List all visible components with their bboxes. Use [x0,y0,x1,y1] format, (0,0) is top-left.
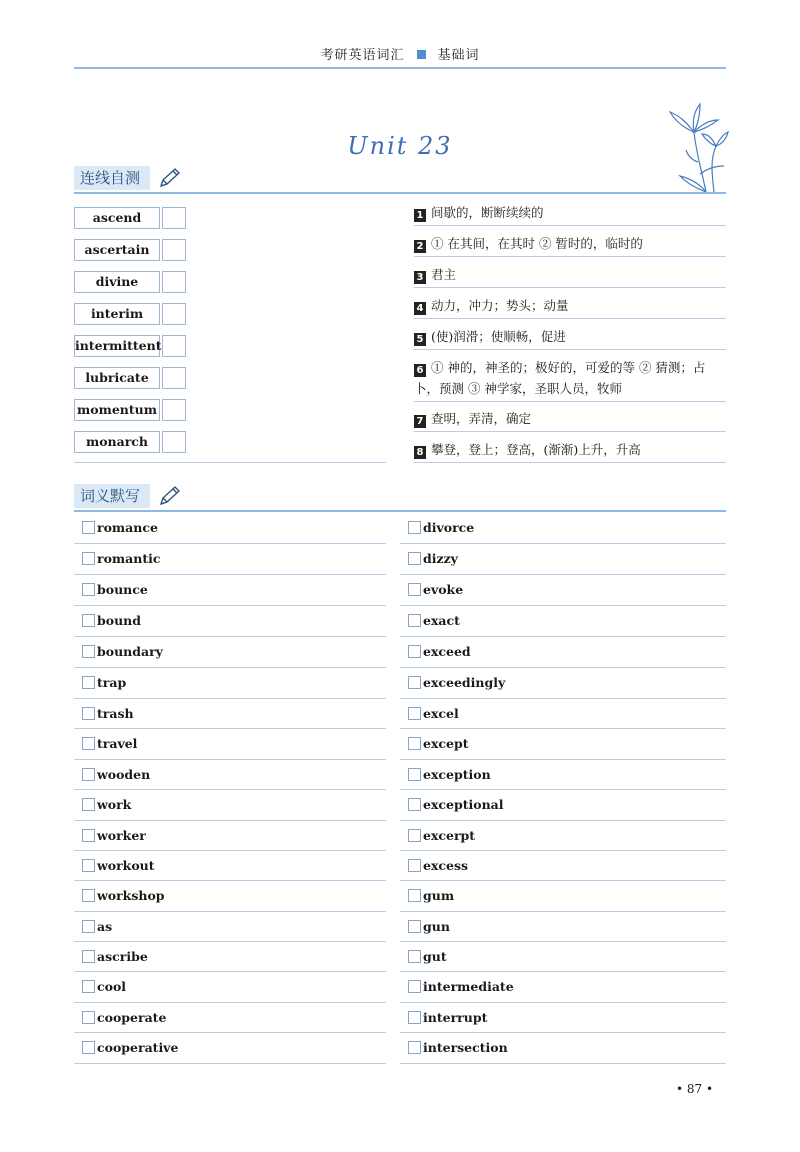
row-divider [400,941,726,942]
dictation-word: travel [97,736,138,751]
dictation-word: cooperative [97,1040,179,1055]
row-divider [400,1002,726,1003]
dictation-word: romance [97,520,158,535]
dictation-item [400,668,720,698]
dictation-word: intersection [423,1040,508,1055]
checkbox[interactable] [82,1041,95,1054]
row-divider [74,574,386,575]
dictation-item [400,1003,720,1033]
dictation-word: exceptional [423,797,504,812]
definition-text: ① 在其间，在其时 ② 暂时的，临时的 [431,236,643,251]
checkbox[interactable] [82,521,95,534]
match-word-row [74,431,186,453]
dictation-word: excerpt [423,828,476,843]
checkbox[interactable] [82,676,95,689]
match-word-row [74,335,186,357]
dictation-item [400,637,720,667]
dictation-word: divorce [423,520,475,535]
row-divider [74,911,386,912]
row-divider [74,605,386,606]
definition-divider [414,349,726,350]
dictation-item [74,1033,394,1063]
dictation-word: exception [423,767,491,782]
row-divider [74,1032,386,1033]
checkbox[interactable] [408,889,421,902]
dictation-word: bound [97,613,141,628]
dictation-item [74,821,394,851]
match-word-row [74,399,186,421]
dictation-item [400,912,720,942]
match-word: lubricate [74,367,160,389]
row-divider [400,698,726,699]
dictation-item [400,606,720,636]
dictation-word: work [97,797,132,812]
row-divider [74,759,386,760]
dictation-word: trap [97,675,127,690]
row-divider [400,543,726,544]
match-word-row [74,271,186,293]
definition-text: 查明，弄清，确定 [431,411,532,426]
dictation-item [400,760,720,790]
definition-divider [414,225,726,226]
dictation-word: interrupt [423,1010,488,1025]
checkbox[interactable] [82,707,95,720]
dictation-word: cool [97,979,127,994]
checkbox[interactable] [82,583,95,596]
answer-box[interactable] [162,431,186,453]
dictation-item [400,1033,720,1063]
answer-box[interactable] [162,367,186,389]
unit-title: Unit 23 [347,132,453,160]
dictation-word: dizzy [423,551,458,566]
row-divider [400,667,726,668]
definition-item [414,408,726,429]
match-word-row [74,367,186,389]
definition-divider [414,256,726,257]
row-divider [74,820,386,821]
match-word-row [74,207,186,229]
checkbox[interactable] [408,859,421,872]
answer-box[interactable] [162,207,186,229]
checkbox[interactable] [408,768,421,781]
checkbox[interactable] [408,980,421,993]
match-word: interim [74,303,160,325]
definition-item [414,233,726,254]
dictation-word: romantic [97,551,161,566]
match-word: intermittent [74,335,160,357]
row-divider [400,574,726,575]
pencil-icon [158,485,182,507]
definition-divider [414,431,726,432]
definition-number: 8 [414,446,426,459]
row-divider [74,543,386,544]
checkbox[interactable] [82,1011,95,1024]
square-bullet-icon [417,50,426,59]
checkbox[interactable] [408,521,421,534]
row-divider [400,605,726,606]
dictation-item [74,668,394,698]
match-word: momentum [74,399,160,421]
running-header [0,44,800,63]
dictation-word: exceedingly [423,675,506,690]
row-divider [400,1063,726,1064]
row-divider [74,789,386,790]
row-divider [400,759,726,760]
checkbox[interactable] [82,552,95,565]
row-divider [74,971,386,972]
dictation-word: ascribe [97,949,148,964]
answer-box[interactable] [162,271,186,293]
answer-box[interactable] [162,335,186,357]
row-divider [74,1002,386,1003]
dictation-item [74,699,394,729]
dictation-item [74,790,394,820]
pencil-icon [158,167,182,189]
dictation-item [400,821,720,851]
checkbox[interactable] [82,798,95,811]
dictation-word: wooden [97,767,151,782]
dictation-word: exact [423,613,460,628]
definition-item [414,295,726,316]
checkbox[interactable] [408,1041,421,1054]
checkbox[interactable] [408,707,421,720]
dictation-item [400,851,720,881]
dictation-item [74,513,394,543]
row-divider [74,667,386,668]
dictation-word: gut [423,949,447,964]
answer-box[interactable] [162,239,186,261]
page-number: • 87 • [676,1082,714,1096]
definition-text: 君主 [431,267,457,282]
row-divider [74,728,386,729]
definition-divider [414,318,726,319]
dictation-word: gun [423,919,450,934]
dictation-word: worker [97,828,146,843]
definition-text: ① 神的，神圣的；极好的，可爱的等 ② 猜测；占卜，预测 ③ 神学家，圣职人员，牧师 [414,360,706,396]
dictation-item [74,729,394,759]
header-divider [74,67,726,69]
definition-item [414,264,726,285]
match-word-row [74,303,186,325]
dictation-word: bounce [97,582,148,597]
matching-bottom-divider [74,462,386,463]
dictation-item [74,760,394,790]
dictation-item [400,942,720,972]
dictation-word: exceed [423,644,471,659]
definition-item [414,439,726,460]
checkbox[interactable] [82,737,95,750]
header-book-title: 考研英语词汇 [320,48,405,63]
definition-item [414,326,726,347]
row-divider [74,880,386,881]
row-divider [400,1032,726,1033]
dictation-word: workshop [97,888,165,903]
row-divider [400,971,726,972]
checkbox[interactable] [82,980,95,993]
dictation-item [400,513,720,543]
definition-item [414,202,726,223]
header-section-title: 基础词 [437,48,480,63]
definition-number: 7 [414,415,426,428]
row-divider [74,636,386,637]
dictation-item [74,637,394,667]
dictation-item [400,972,720,1002]
row-divider [74,1063,386,1064]
definition-divider [414,401,726,402]
dictation-item [74,972,394,1002]
dictation-item [400,881,720,911]
dictation-section-title [74,484,184,508]
match-word: divine [74,271,160,293]
checkbox[interactable] [408,552,421,565]
dictation-item [400,729,720,759]
dictation-section-divider [74,510,726,512]
definition-number: 6 [414,364,426,377]
dictation-word: evoke [423,582,464,597]
row-divider [400,820,726,821]
dictation-word: excel [423,706,459,721]
checkbox[interactable] [82,768,95,781]
dictation-word: trash [97,706,134,721]
dictation-item [74,544,394,574]
checkbox[interactable] [82,645,95,658]
dictation-item [400,575,720,605]
flower-decoration-icon [636,102,730,194]
dictation-word: excess [423,858,469,873]
checkbox[interactable] [408,583,421,596]
dictation-title-tag: 词义默写 [74,484,150,508]
row-divider [400,911,726,912]
dictation-item [400,699,720,729]
answer-box[interactable] [162,303,186,325]
definition-number: 3 [414,271,426,284]
checkbox[interactable] [408,645,421,658]
dictation-item [74,1003,394,1033]
checkbox[interactable] [408,737,421,750]
definition-divider [414,462,726,463]
dictation-item [74,942,394,972]
checkbox[interactable] [82,889,95,902]
checkbox[interactable] [82,859,95,872]
dictation-word: gum [423,888,455,903]
dictation-item [400,544,720,574]
definition-number: 1 [414,209,426,222]
match-word: ascend [74,207,160,229]
row-divider [74,850,386,851]
dictation-word: intermediate [423,979,514,994]
dictation-word: workout [97,858,155,873]
row-divider [400,850,726,851]
definition-number: 2 [414,240,426,253]
answer-box[interactable] [162,399,186,421]
definition-divider [414,287,726,288]
match-word: monarch [74,431,160,453]
definition-number: 5 [414,333,426,346]
definition-item [414,357,726,399]
checkbox[interactable] [82,950,95,963]
dictation-word: except [423,736,469,751]
row-divider [400,728,726,729]
match-word: ascertain [74,239,160,261]
dictation-item [74,606,394,636]
checkbox[interactable] [408,1011,421,1024]
checkbox[interactable] [82,614,95,627]
row-divider [74,941,386,942]
dictation-item [400,790,720,820]
dictation-item [74,881,394,911]
definition-text: 攀登，登上；登高，(渐渐)上升，升高 [431,442,641,457]
checkbox[interactable] [408,950,421,963]
row-divider [400,789,726,790]
matching-section-divider [74,192,726,194]
row-divider [400,880,726,881]
matching-title-tag: 连线自测 [74,166,150,190]
checkbox[interactable] [408,798,421,811]
definition-text: 间歇的，断断续续的 [431,205,544,220]
checkbox[interactable] [82,829,95,842]
matching-section-title [74,166,184,190]
dictation-word: cooperate [97,1010,167,1025]
row-divider [74,698,386,699]
dictation-word: as [97,919,113,934]
checkbox[interactable] [82,920,95,933]
definition-number: 4 [414,302,426,315]
checkbox[interactable] [408,614,421,627]
definition-text: 动力，冲力；势头；动量 [431,298,569,313]
row-divider [400,636,726,637]
checkbox[interactable] [408,829,421,842]
dictation-item [74,851,394,881]
definition-text: (使)润滑；使顺畅，促进 [431,329,566,344]
checkbox[interactable] [408,676,421,689]
dictation-item [74,575,394,605]
dictation-item [74,912,394,942]
checkbox[interactable] [408,920,421,933]
dictation-word: boundary [97,644,163,659]
match-word-row [74,239,186,261]
